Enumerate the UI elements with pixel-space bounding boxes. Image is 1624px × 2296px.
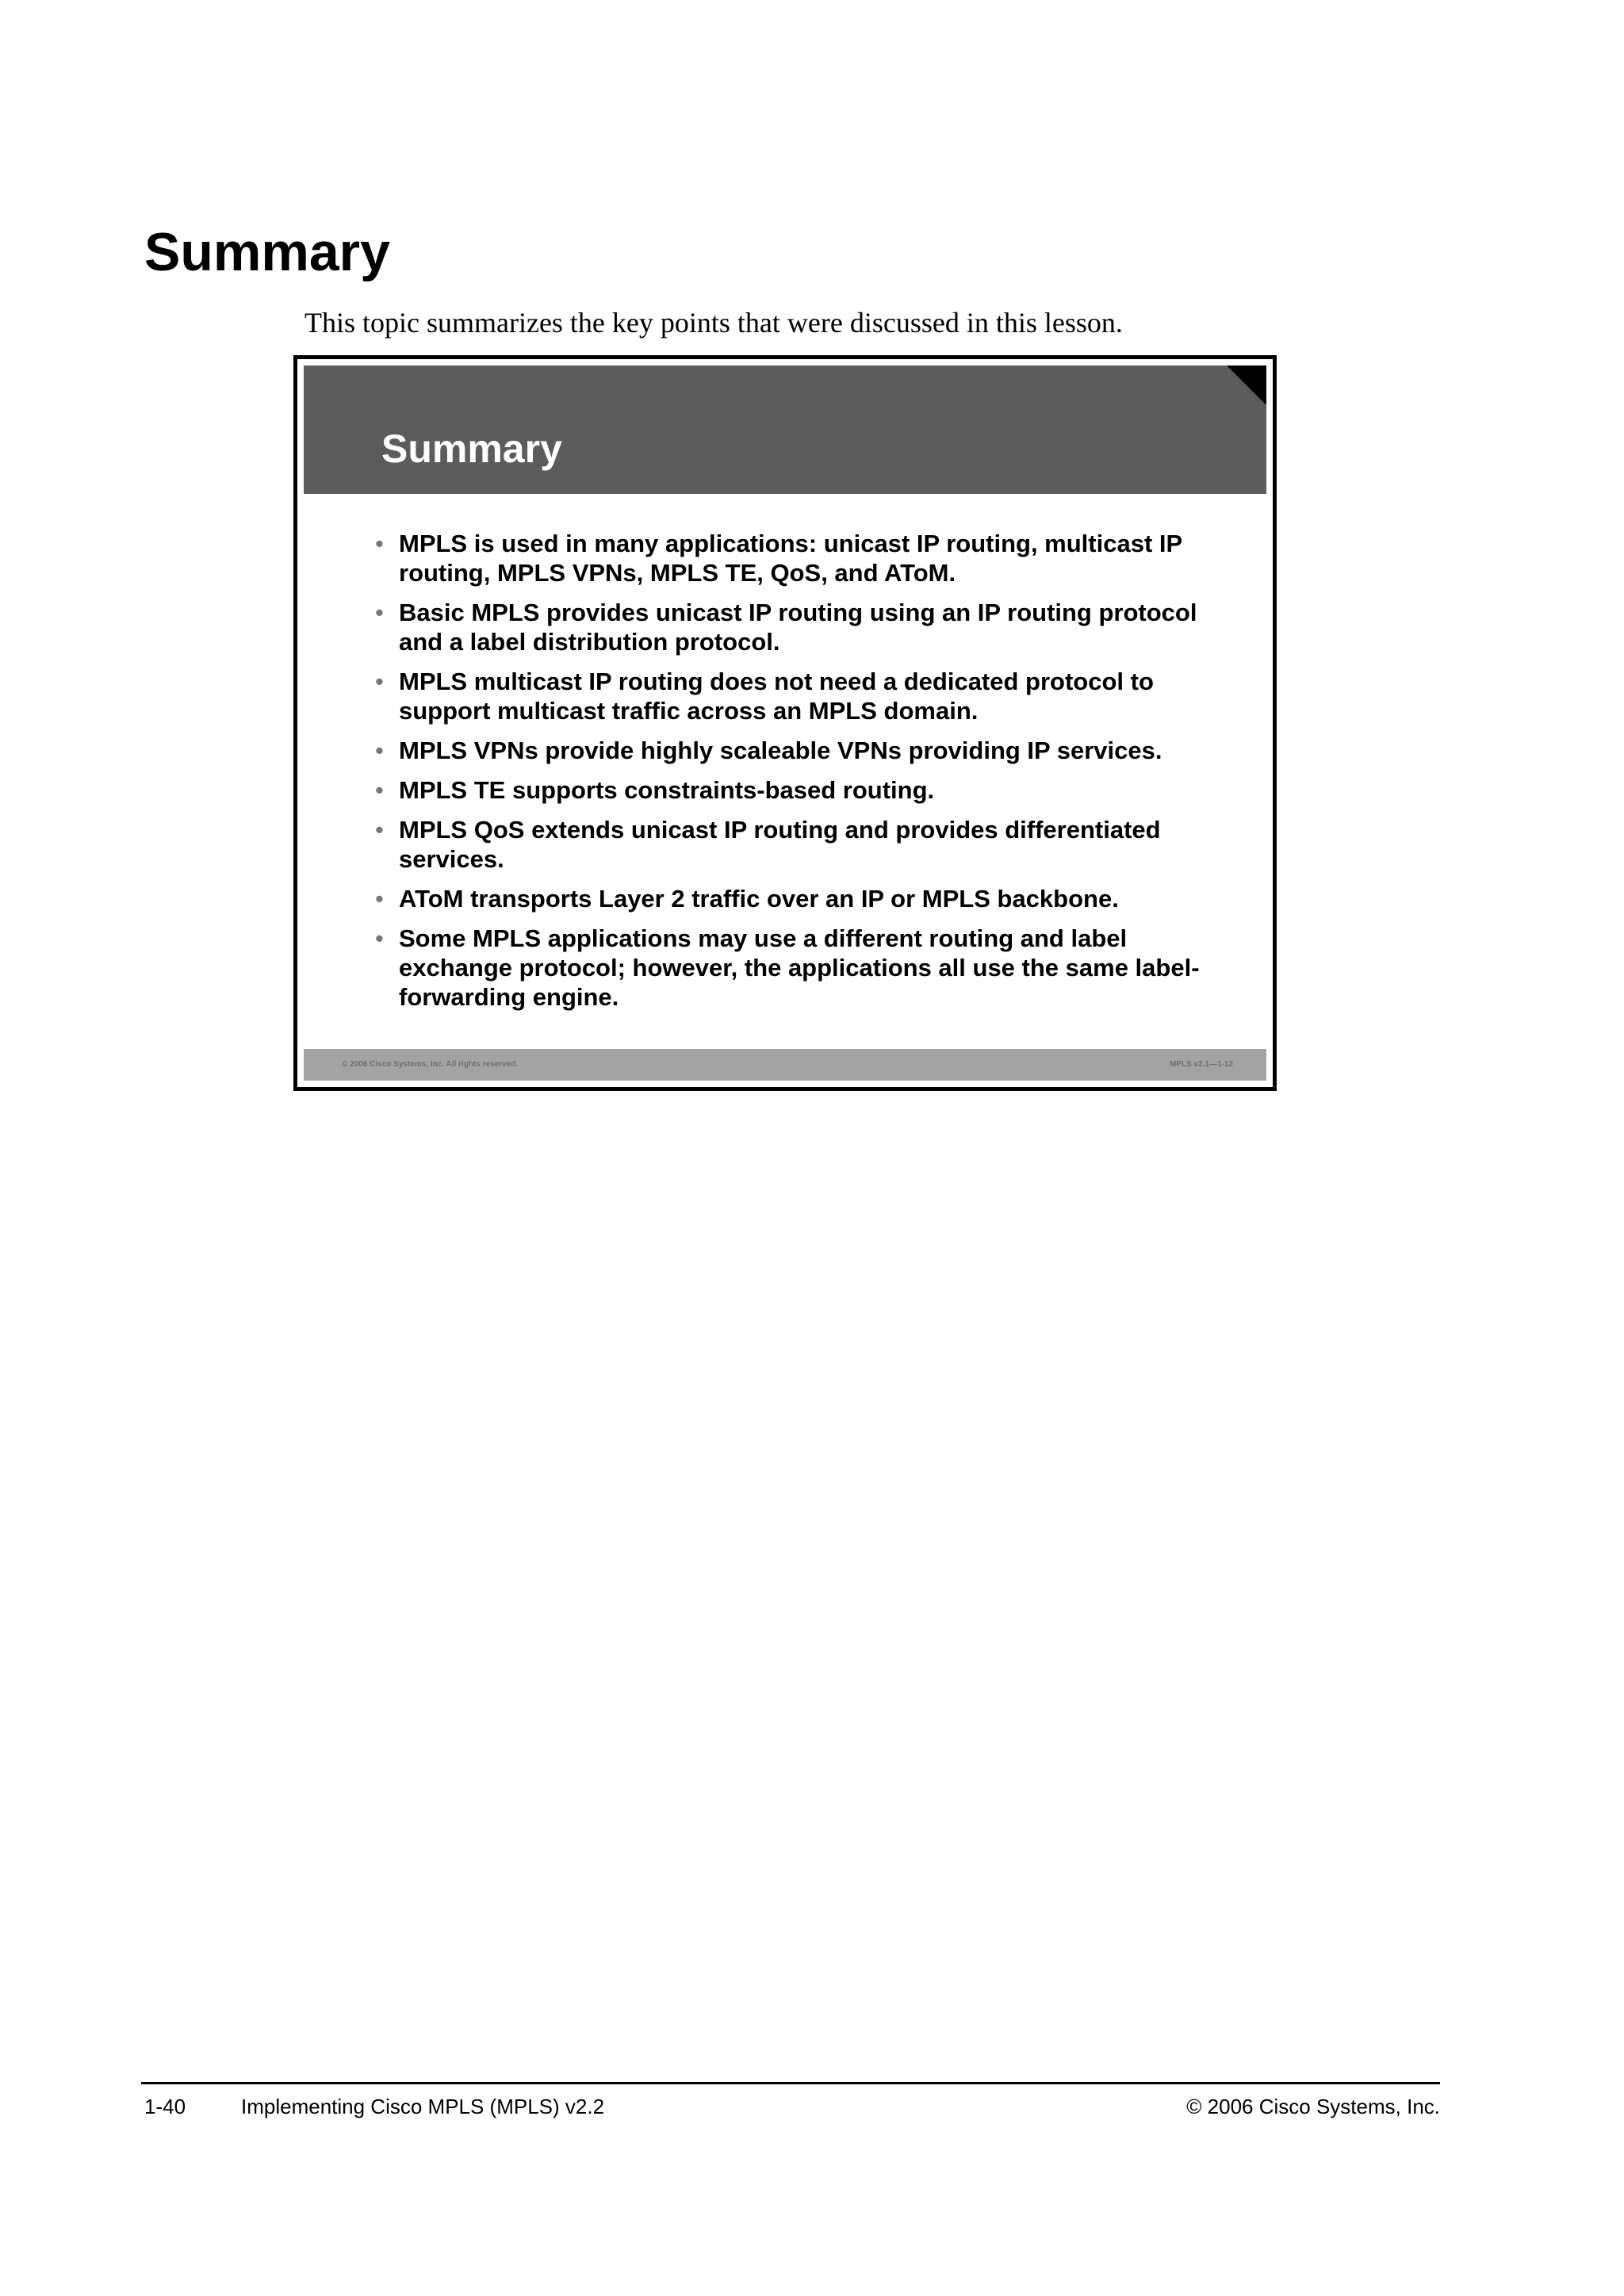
course-title: Implementing Cisco MPLS (MPLS) v2.2: [241, 2095, 605, 2118]
footer-divider: [141, 2082, 1440, 2084]
slide-footer: [304, 1049, 1266, 1081]
bullet-icon: •: [375, 816, 384, 844]
bullet-icon: •: [375, 776, 384, 804]
slide-number: MPLS v2.1—1-12: [1169, 1060, 1233, 1069]
slide-copyright: © 2006 Cisco Systems, Inc. All rights reserved.: [342, 1060, 519, 1069]
bullet-icon: •: [375, 668, 384, 695]
slide-header: [304, 365, 1266, 494]
list-item: [375, 529, 1239, 587]
list-item: [375, 667, 1239, 725]
list-item: [375, 884, 1239, 913]
bullet-icon: •: [375, 885, 384, 913]
corner-triangle-icon: [1227, 365, 1266, 405]
bullet-text: MPLS TE supports constraints-based routing.: [399, 776, 935, 804]
bullet-icon: •: [375, 530, 384, 557]
list-item: [375, 815, 1239, 874]
page-copyright: © 2006 Cisco Systems, Inc.: [1186, 2095, 1440, 2118]
page-title: Summary: [144, 222, 390, 282]
list-item: [375, 775, 1239, 805]
page-number: 1-40: [144, 2095, 186, 2118]
bullet-text: MPLS QoS extends unicast IP routing and provides differentiated services.: [399, 816, 1161, 873]
slide-frame: [293, 355, 1277, 1091]
bullet-list: [375, 529, 1239, 1022]
list-item: [375, 598, 1239, 656]
bullet-text: Basic MPLS provides unicast IP routing using an IP routing protocol and a label distribution protocol.: [399, 599, 1197, 656]
bullet-icon: •: [375, 924, 384, 952]
bullet-text: MPLS is used in many applications: unicast IP routing, multicast IP routing, MPLS VPNs, MPLS TE, QoS, and AToM.: [399, 530, 1182, 587]
bullet-text: MPLS VPNs provide highly scaleable VPNs providing IP services.: [399, 737, 1162, 764]
bullet-text: AToM transports Layer 2 traffic over an IP or MPLS backbone.: [399, 885, 1119, 913]
bullet-icon: •: [375, 737, 384, 764]
list-item: [375, 924, 1239, 1012]
list-item: [375, 736, 1239, 765]
bullet-text: MPLS multicast IP routing does not need a dedicated protocol to support multicast traffic across an MPLS domain.: [399, 668, 1154, 725]
bullet-text: Some MPLS applications may use a different routing and label exchange protocol; however, the applications all use the same label-forwarding engine.: [399, 924, 1200, 1011]
bullet-icon: •: [375, 599, 384, 626]
intro-text: This topic summarizes the key points that were discussed in this lesson.: [304, 307, 1123, 339]
slide-title: Summary: [381, 427, 562, 471]
slide: [304, 365, 1266, 1081]
